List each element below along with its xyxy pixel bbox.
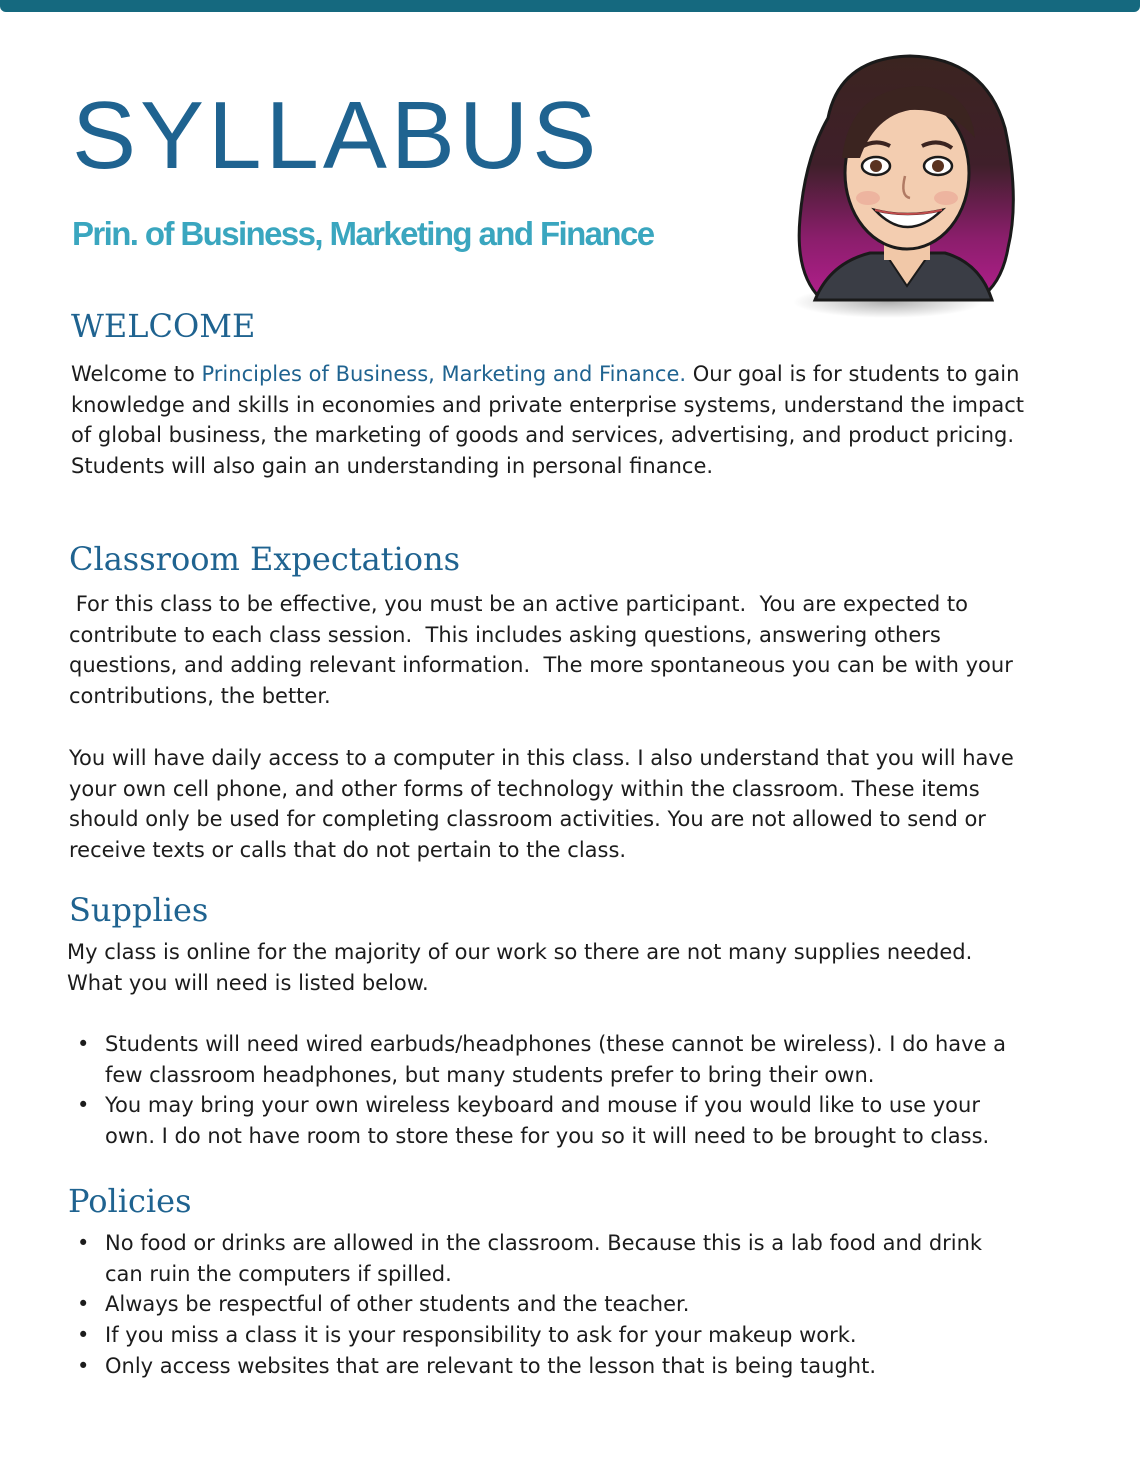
expectations-paragraph-2: [69, 743, 1029, 866]
list-item: [68, 1228, 1008, 1289]
expectations-text-1: For this class to be effective, you must be an active participant. You are expected to contribute to each class session. This includes asking questions, answering others questions, and adding relevant information. The more spontaneous you can be with your contributions, the better.: [69, 592, 1020, 709]
policy-item-text: Only access websites that are relevant to the lesson that is being taught.: [105, 1353, 877, 1378]
bullet-icon: •: [77, 1093, 90, 1118]
welcome-paragraph: [71, 359, 1031, 482]
list-item: [68, 1351, 1008, 1382]
bullet-icon: •: [77, 1292, 90, 1317]
supplies-intro-text: My class is online for the majority of our work so there are not many supplies needed. What you will need is listed below.: [67, 940, 973, 995]
supplies-intro: [67, 937, 987, 998]
policies-list: [68, 1228, 1008, 1382]
expectations-text-2: You will have daily access to a computer in this class. I also understand that you will have your own cell phone, and other forms of technology within the classroom. These items should only be used for completing classroom activities. You are not allowed to send or receive texts or calls that do not pertain to the class.: [69, 746, 1014, 863]
policy-item-text: If you miss a class it is your responsibility to ask for your makeup work.: [105, 1323, 857, 1348]
policy-item-text: No food or drinks are allowed in the classroom. Because this is a lab food and drink can ruin the computers if spilled.: [105, 1231, 983, 1286]
expectations-paragraph-1: [69, 589, 1029, 712]
expectations-heading: Classroom Expectations: [69, 540, 461, 578]
list-item: [68, 1289, 1008, 1320]
policies-heading: Policies: [68, 1182, 192, 1220]
course-name: Principles of Business, Marketing and Finance.: [201, 362, 687, 386]
teacher-avatar-icon: [780, 48, 1040, 328]
welcome-heading: WELCOME: [71, 307, 256, 345]
list-item: [68, 1320, 1008, 1351]
list-item: [68, 1029, 1008, 1090]
top-accent-bar: [0, 0, 1140, 12]
bullet-icon: •: [77, 1231, 90, 1255]
supply-item-text: You may bring your own wireless keyboard and mouse if you would like to use your own. I do not have room to store these for you so it will need to be brought to class.: [105, 1093, 990, 1149]
list-item: [68, 1090, 1008, 1151]
supplies-list: [68, 1029, 1008, 1152]
policy-item-text: Always be respectful of other students and the teacher.: [105, 1292, 690, 1317]
supply-item-text: Students will need wired earbuds/headphones (these cannot be wireless). I do have a few classroom headphones, but many students prefer to bring their own.: [105, 1032, 1007, 1087]
page-title: SYLLABUS: [72, 82, 601, 189]
bullet-icon: •: [77, 1323, 90, 1348]
supplies-heading: Supplies: [69, 891, 209, 929]
welcome-body: Our goal is for students to gain knowledge and skills in economies and private enterprise systems, understand the impact of global business, the marketing of goods and services, advertising, and product pricing. Students will also gain an understanding in personal finance.: [71, 362, 1024, 479]
welcome-intro: Welcome to: [71, 362, 202, 386]
bullet-icon: •: [77, 1353, 90, 1378]
page-subtitle: Prin. of Business, Marketing and Finance: [72, 215, 654, 252]
bullet-icon: •: [77, 1032, 90, 1056]
